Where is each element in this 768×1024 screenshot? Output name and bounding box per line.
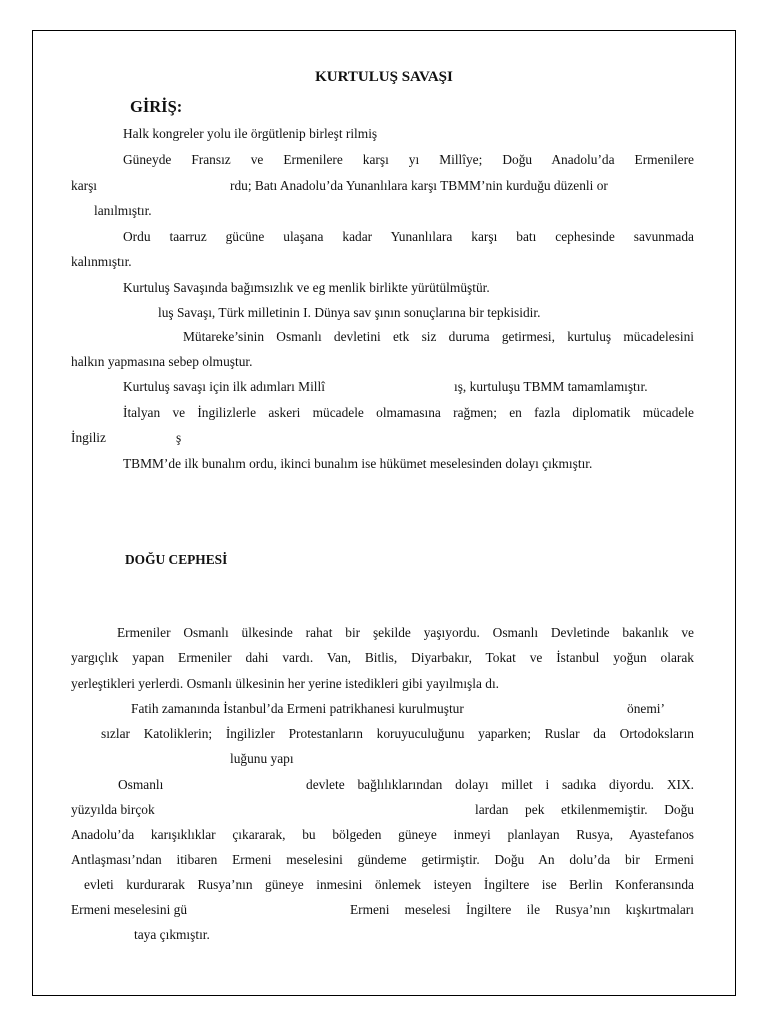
paragraph-line: lardan pek etkilenmemiştir. Doğu bbox=[475, 802, 694, 817]
paragraph-line: karşı bbox=[71, 178, 98, 193]
paragraph-line: TBMM’de ilk bunalım ordu, ikinci bunalım ise hükümet meselesinden dolayı çıkmıştır. bbox=[123, 456, 593, 471]
paragraph-line: taya çıkmıştır. bbox=[134, 927, 210, 942]
paragraph-line: yerleştikleri yerlerdi. Osmanlı ülkesinin her yerine istedikleri gibi yayılmışla dı. bbox=[71, 676, 500, 691]
paragraph-line: devlete bağlılıklarından dolayı millet i sadıka diyordu. XIX. bbox=[306, 777, 694, 792]
paragraph-line: Ermeni meselesini gü bbox=[71, 902, 188, 917]
section-heading-giris: GİRİŞ: bbox=[130, 97, 183, 116]
paragraph-line: Ermeniler Osmanlı ülkesinde rahat bir şekilde yaşıyordu. Osmanlı Devletinde bakanlık ve bbox=[117, 625, 694, 640]
paragraph-line: luğunu yapı bbox=[230, 751, 294, 766]
paragraph-line: evleti kurdurarak Rusya’nın güneye inmesini önlemek isteyen İngiltere ise Berlin Konferansında bbox=[84, 877, 694, 892]
paragraph-line: kalınmıştır. bbox=[71, 254, 132, 269]
document-title: KURTULUŞ SAVAŞI bbox=[315, 69, 453, 85]
paragraph-line: Fatih zamanında İstanbul’da Ermeni patrikhanesi kurulmuştur bbox=[131, 701, 464, 716]
paragraph-line: İtalyan ve İngilizlerle askeri mücadele olmamasına rağmen; en fazla diplomatik mücadele bbox=[123, 405, 694, 420]
paragraph-line: luş Savaşı, Türk milletinin I. Dünya sav şının sonuçlarına bir tepkisidir. bbox=[158, 305, 541, 320]
paragraph-line: Kurtuluş Savaşında bağımsızlık ve eg menlik birlikte yürütülmüştür. bbox=[123, 280, 490, 295]
paragraph-line: İngiliz bbox=[71, 430, 106, 445]
paragraph-line: Kurtuluş savaşı için ilk adımları Millî bbox=[123, 379, 325, 394]
paragraph-line: sızlar Katoliklerin; İngilizler Protestanların koruyuculuğunu yaparken; Ruslar da Ortodoksların bbox=[101, 726, 694, 741]
paragraph-line: halkın yapmasına sebep olmuştur. bbox=[71, 354, 253, 369]
paragraph-line: önemi’ bbox=[627, 701, 665, 716]
paragraph-line: lanılmıştır. bbox=[94, 203, 152, 218]
paragraph-line: Antlaşması’ndan itibaren Ermeni meselesini gündeme getirmiştir. Doğu An dolu’da bir Ermeni bbox=[71, 852, 694, 867]
paragraph-line: Ermeni meselesi İngiltere ile Rusya’nın kışkırtmaları bbox=[350, 902, 694, 917]
paragraph-line: Osmanlı bbox=[118, 777, 164, 792]
paragraph-line: Mütareke’sinin Osmanlı devletini etk siz duruma getirmesi, kurtuluş mücadelesini bbox=[183, 329, 694, 344]
paragraph-line: yargıçlık yapan Ermeniler dahi vardı. Van, Bitlis, Diyarbakır, Tokat ve İstanbul yoğun olarak bbox=[71, 650, 694, 665]
paragraph-line: Anadolu’da karışıklıklar çıkararak, bu bölgeden güneye inmeyi planlayan Rusya, Ayastefanos bbox=[71, 827, 694, 842]
paragraph-line: rdu; Batı Anadolu’da Yunanlılara karşı TBMM’nin kurduğu düzenli or bbox=[230, 178, 608, 193]
paragraph-line: ş bbox=[176, 430, 182, 445]
paragraph-line: Güneyde Fransız ve Ermenilere karşı yı Millîye; Doğu Anadolu’da Ermenilere bbox=[123, 152, 694, 167]
paragraph-line: Halk kongreler yolu ile örgütlenip birleşt rilmiş bbox=[123, 126, 378, 141]
paragraph-line: yüzyılda birçok bbox=[71, 802, 155, 817]
paragraph-line: Ordu taarruz gücüne ulaşana kadar Yunanlılara karşı batı cephesinde savunmada bbox=[123, 229, 694, 244]
section-heading-dogu-cephesi: DOĞU CEPHESİ bbox=[125, 552, 228, 567]
paragraph-line: ış, kurtuluşu TBMM tamamlamıştır. bbox=[454, 379, 648, 394]
